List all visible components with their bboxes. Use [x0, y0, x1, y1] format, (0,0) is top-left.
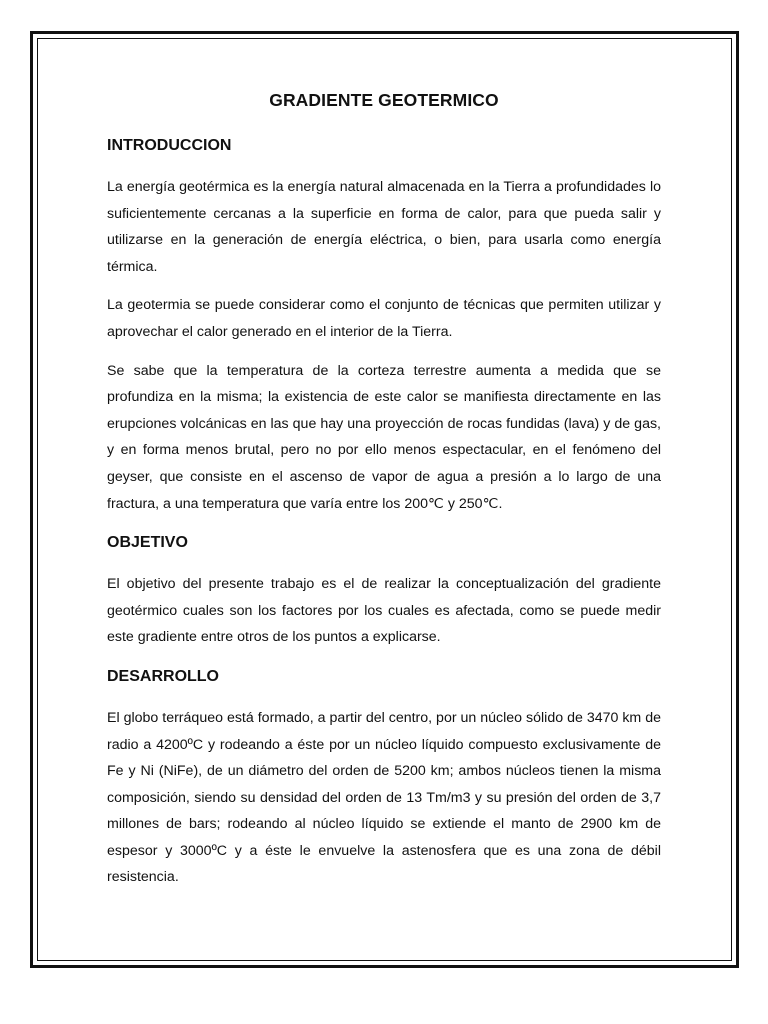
document-body — [107, 90, 661, 903]
section-heading-desarrollo: DESARROLLO — [107, 667, 219, 685]
desarrollo-paragraph: El globo terráqueo está formado, a partir del centro, por un núcleo sólido de 3470 km de radio a 4200ºC y rodeando a éste por un núcleo líquido compuesto exclusivamente de Fe y Ni (NiFe), de un diámetro del orden de 5200 km; ambos núcleos tienen la misma composición, siendo su densidad del orden de 13 Tm/m3 y su presión del orden de 3,7 millones de bars; rodeando al núcleo líquido se extiende el manto de 2900 km de espesor y 3000ºC y a éste le envuelve la astenosfera que es una zona de débil resistencia. — [107, 709, 661, 886]
intro-paragraph-2: La geotermia se puede considerar como el conjunto de técnicas que permiten utilizar y aprovechar el calor generado en el interior de la Tierra. — [107, 297, 661, 340]
intro-paragraph-1: La energía geotérmica es la energía natural almacenada en la Tierra a profundidades lo suficientemente cercanas a la superficie en forma de calor, para que pueda salir y utilizarse en la generación de energía eléctrica, o bien, para usarla como energía térmica. — [107, 179, 661, 275]
section-heading-objetivo: OBJETIVO — [107, 534, 188, 552]
objetivo-paragraph: El objetivo del presente trabajo es el de realizar la conceptualización del gradiente geotérmico cuales son los factores por los cuales es afectada, como se puede medir este gradiente entre otros de los puntos a explicarse. — [107, 576, 661, 646]
intro-paragraph-3: Se sabe que la temperatura de la corteza terrestre aumenta a medida que se profundiza en la misma; la existencia de este calor se manifiesta directamente en las erupciones volcánicas en las que hay una proyección de rocas fundidas (lava) y de gas, y en forma menos brutal, pero no por ello menos espectacular, en el fenómeno del geyser, que consiste en el ascenso de vapor de agua a presión a lo largo de una fractura, a una temperatura que varía entre los 200℃ y 250℃. — [107, 362, 661, 512]
document-title: GRADIENTE GEOTERMICO — [269, 90, 499, 110]
section-heading-introduccion: INTRODUCCION — [107, 137, 232, 154]
